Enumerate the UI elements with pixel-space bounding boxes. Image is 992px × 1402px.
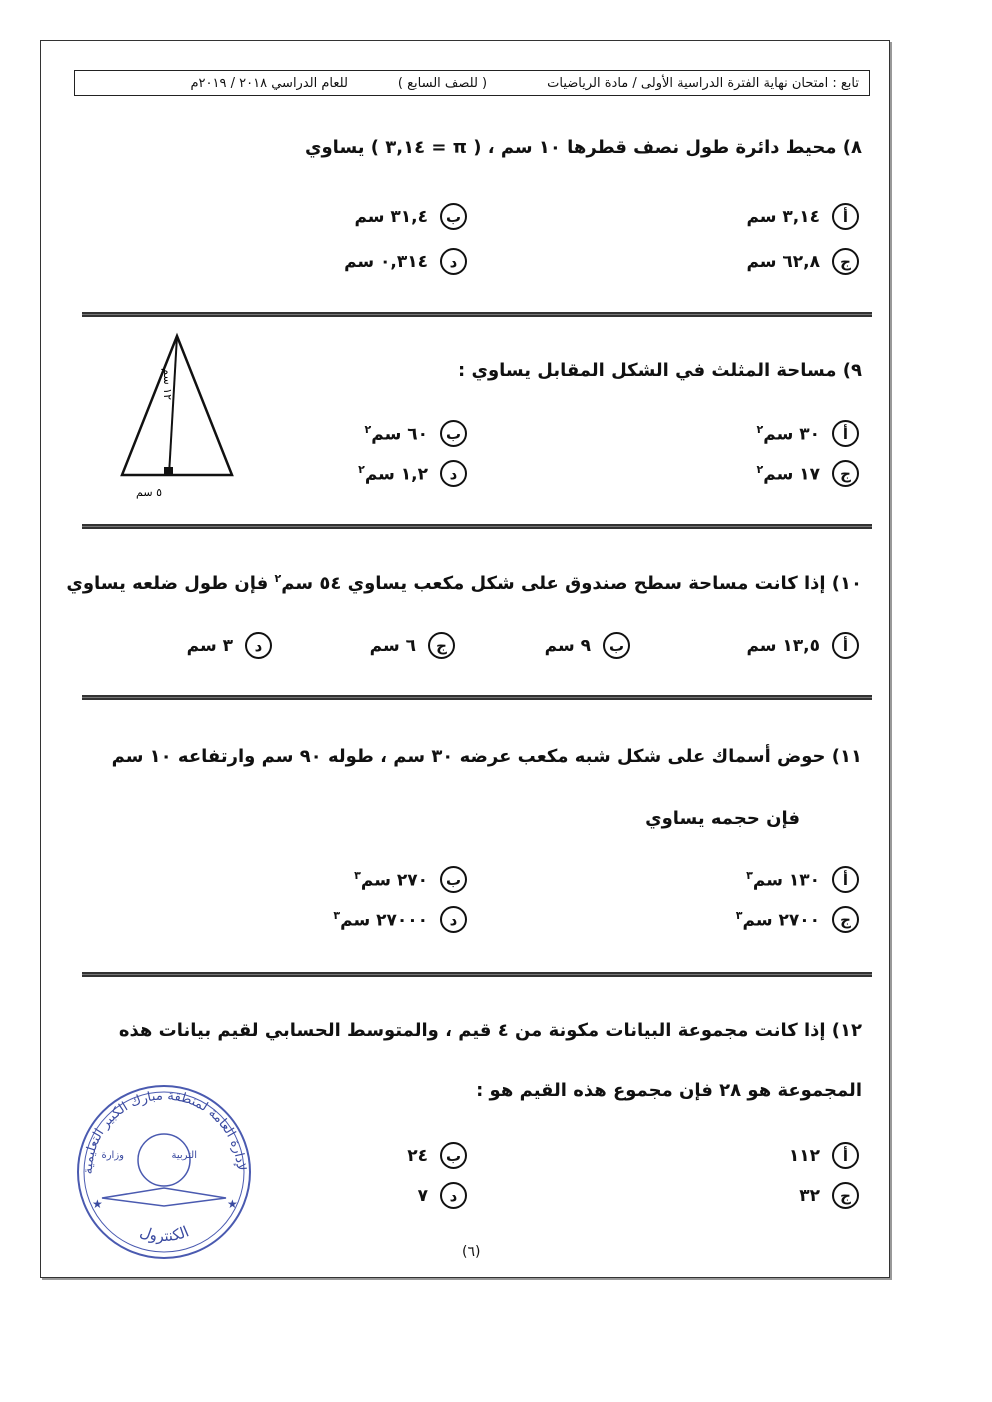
- option-exponent: ٢: [364, 422, 372, 436]
- exam-header: [74, 70, 870, 96]
- option-value: ١٣,٥ سم: [746, 635, 820, 656]
- separator: [82, 972, 872, 977]
- option-value: ٣١,٤ سم: [354, 206, 428, 227]
- q9-option-b[interactable]: [365, 420, 467, 447]
- stamp-inner-text-1: وزارة: [101, 1150, 124, 1161]
- option-value: ٦٠ سم: [371, 424, 428, 445]
- option-value: ٣٠ سم: [763, 424, 820, 445]
- stamp-star-icon: ★: [227, 1197, 238, 1211]
- q12-option-b[interactable]: [407, 1142, 467, 1169]
- stamp-star-icon: ★: [92, 1197, 103, 1211]
- official-stamp: [72, 1080, 257, 1265]
- option-letter: ج: [832, 248, 859, 275]
- option-letter: ب: [440, 1142, 467, 1169]
- option-letter: أ: [832, 420, 859, 447]
- page-number: (٦): [462, 1244, 481, 1260]
- q8-option-a[interactable]: [746, 203, 859, 230]
- option-value: ٦ سم: [369, 635, 416, 656]
- q12-option-c[interactable]: [799, 1182, 859, 1209]
- header-exam-title: تابع : امتحان نهاية الفترة الدراسية الأولى / مادة الرياضيات: [547, 75, 859, 91]
- question-8: ٨) محيط دائرة طول نصف قطرها ١٠ سم ، ( π = ٣,١٤ ) يساوي: [305, 137, 862, 158]
- option-exponent: ٢: [358, 462, 365, 476]
- option-letter: أ: [832, 632, 859, 659]
- option-exponent: ٣: [735, 908, 743, 922]
- height-label: ١٢ سم: [161, 368, 174, 400]
- option-exponent: ٣: [333, 908, 341, 922]
- stamp-wings-icon: [102, 1188, 226, 1206]
- question-10-text: ١٠) إذا كانت مساحة سطح صندوق على شكل مكعب يساوي ٥٤ سم: [281, 573, 862, 594]
- option-value: ٣,١٤ سم: [746, 206, 820, 227]
- q10-option-b[interactable]: [545, 632, 630, 659]
- option-value: ٢٧٠٠٠ سم: [340, 910, 428, 931]
- option-letter: د: [245, 632, 272, 659]
- q9-option-a[interactable]: [757, 420, 859, 447]
- option-value: ١٧ سم: [763, 464, 820, 485]
- option-letter: د: [440, 906, 467, 933]
- right-angle-marker: [164, 467, 173, 475]
- q11-option-a[interactable]: [746, 866, 859, 893]
- q8-option-c[interactable]: [746, 248, 859, 275]
- separator: [82, 312, 872, 317]
- q12-option-a[interactable]: [789, 1142, 859, 1169]
- q10-option-a[interactable]: [746, 632, 859, 659]
- option-value: ٣ سم: [186, 635, 233, 656]
- option-value: ٧: [417, 1185, 428, 1206]
- q10-option-d[interactable]: [187, 632, 272, 659]
- q11-option-b[interactable]: [354, 866, 467, 893]
- option-value: ٢٧٠٠ سم: [742, 910, 820, 931]
- option-value: ١١٢: [788, 1145, 820, 1166]
- option-letter: ج: [832, 906, 859, 933]
- option-letter: ب: [440, 203, 467, 230]
- stamp-inner-text-2: التربية: [171, 1150, 197, 1161]
- option-letter: ج: [832, 460, 859, 487]
- option-value: ٦٢,٨ سم: [746, 251, 820, 272]
- option-letter: أ: [832, 1142, 859, 1169]
- option-value: ٢٧٠ سم: [360, 870, 428, 891]
- option-letter: ب: [603, 632, 630, 659]
- question-11-line-2: فإن حجمه يساوي: [645, 808, 800, 829]
- q9-option-d[interactable]: [358, 460, 467, 487]
- option-exponent: ٣: [354, 868, 361, 882]
- separator: [82, 524, 872, 529]
- option-value: ٢٤: [407, 1145, 428, 1166]
- option-exponent: ٢: [756, 462, 764, 476]
- header-grade: ( للصف السابع ): [397, 75, 488, 91]
- q9-option-c[interactable]: [757, 460, 859, 487]
- option-value: ١٣٠ سم: [752, 870, 820, 891]
- option-value: ٣٢: [799, 1185, 820, 1206]
- triangle-figure: [112, 330, 242, 505]
- question-12-line-2: المجموعة هو ٢٨ فإن مجموع هذه القيم هو :: [476, 1080, 862, 1101]
- q11-option-c[interactable]: [736, 906, 859, 933]
- q8-option-b[interactable]: [354, 203, 467, 230]
- stamp-outer-text: لإدارة العامة لمنطقة مبارك الكبير التعليمية: [80, 1088, 249, 1175]
- question-9: ٩) مساحة المثلث في الشكل المقابل يساوي :: [458, 360, 862, 381]
- option-value: ١,٢ سم: [364, 464, 428, 485]
- option-letter: ج: [832, 1182, 859, 1209]
- option-value: ٠,٣١٤ سم: [344, 251, 428, 272]
- q12-option-d[interactable]: [418, 1182, 467, 1209]
- q11-option-d[interactable]: [333, 906, 467, 933]
- triangle-shape: [122, 336, 232, 475]
- base-label: ٥ سم: [136, 486, 162, 499]
- option-exponent: ٢: [756, 422, 764, 436]
- option-letter: د: [440, 1182, 467, 1209]
- separator: [82, 695, 872, 700]
- question-11-line-1: ١١) حوض أسماك على شكل شبه مكعب عرضه ٣٠ سم ، طوله ٩٠ سم وارتفاعه ١٠ سم: [111, 746, 862, 767]
- option-letter: أ: [832, 203, 859, 230]
- question-10: [66, 572, 862, 594]
- question-10-text-end: فإن طول ضلعه يساوي: [66, 573, 275, 594]
- stamp-bottom-text: الكنترول: [137, 1222, 192, 1246]
- option-letter: ج: [428, 632, 455, 659]
- option-exponent: ٣: [746, 868, 753, 882]
- header-year: للعام الدراسي ٢٠١٨ / ٢٠١٩م: [190, 75, 348, 91]
- option-letter: ب: [440, 866, 467, 893]
- option-letter: د: [440, 460, 467, 487]
- q10-option-c[interactable]: [370, 632, 455, 659]
- triangle-height-line: [169, 336, 177, 475]
- q8-option-d[interactable]: [344, 248, 467, 275]
- option-letter: د: [440, 248, 467, 275]
- question-10-exponent: ٢: [274, 572, 282, 585]
- option-letter: أ: [832, 866, 859, 893]
- question-12-line-1: ١٢) إذا كانت مجموعة البيانات مكونة من ٤ قيم ، والمتوسط الحسابي لقيم بيانات هذه: [118, 1020, 862, 1041]
- option-letter: ب: [440, 420, 467, 447]
- option-value: ٩ سم: [544, 635, 591, 656]
